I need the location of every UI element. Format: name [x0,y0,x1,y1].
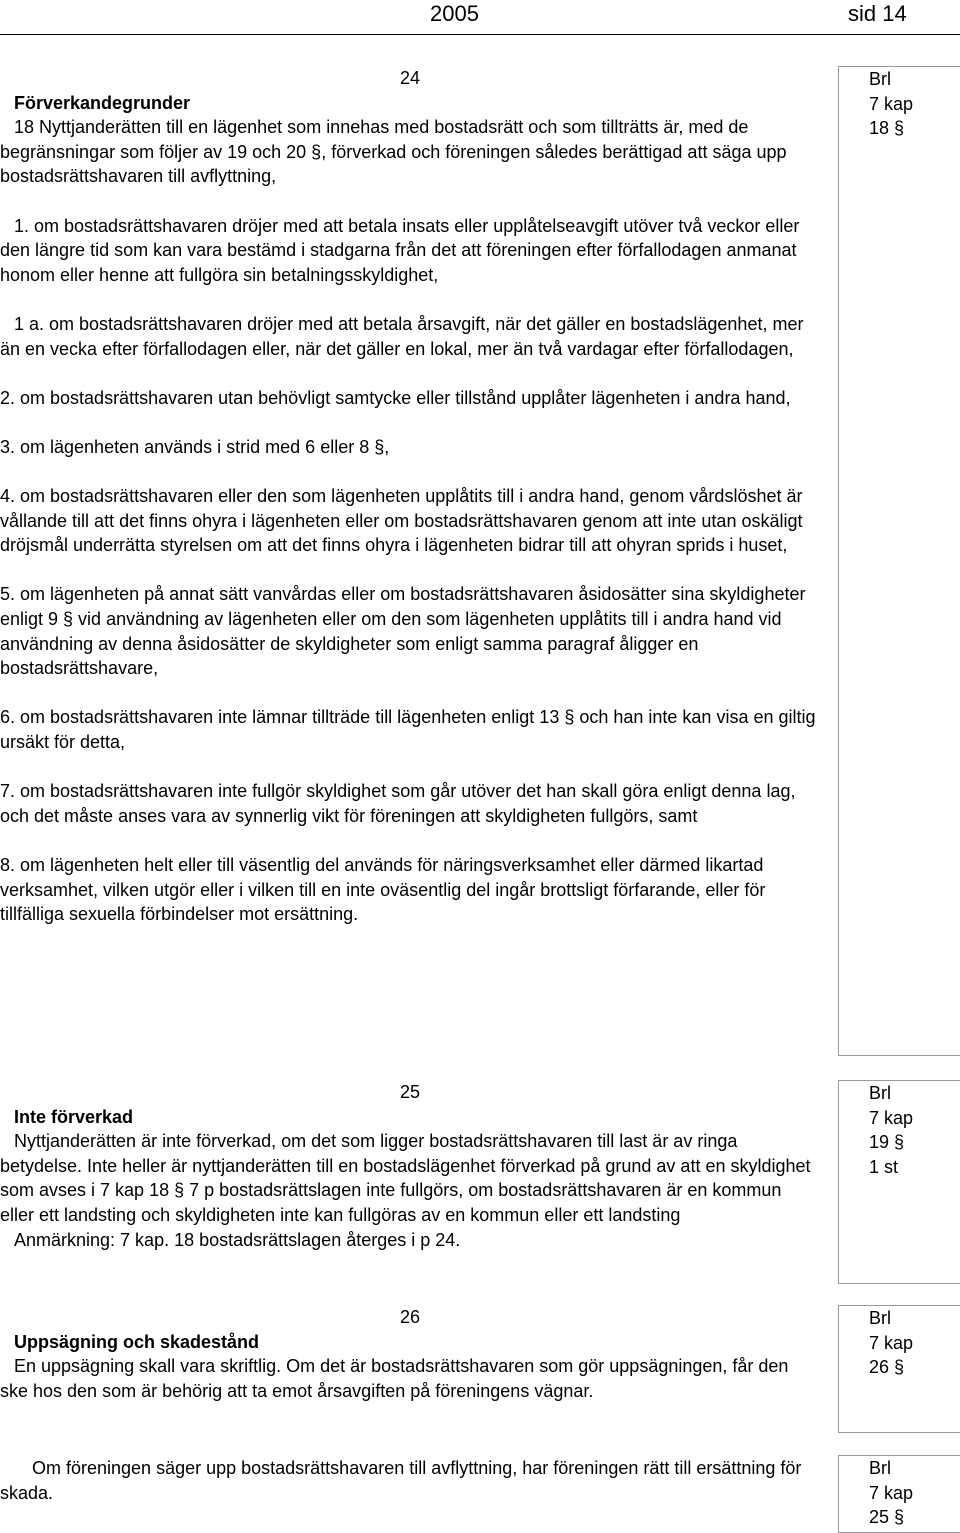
section-text-2: Om föreningen säger upp bostadsrättshavaren till avflyttning, har föreningen rätt till ersättning för skada. [0,1458,802,1503]
list-item: 3. om lägenheten används i strid med 6 eller 8 §, [0,436,390,457]
ref-line: 26 § [869,1357,905,1378]
section-number: 26 [399,1307,421,1327]
section-24 [0,66,820,927]
section-number: 25 [399,1082,421,1102]
section-note: Anmärkning: 7 kap. 18 bostadsrättslagen återges i p 24. [14,1229,461,1250]
ref-line: 7 kap [869,1107,914,1128]
list-item: 6. om bostadsrättshavaren inte lämnar tillträde till lägenheten enligt 13 § och han inte kan visa en giltig ursäkt för detta, [0,707,816,753]
ref-line: 7 kap [869,1482,914,1503]
law-reference-25 [838,1080,960,1284]
ref-line: 7 kap [869,1332,914,1353]
section-text: En uppsägning skall vara skriftlig. Om det är bostadsrättshavaren som gör uppsägningen, får den ske hos den som är behörig att ta emot årsavgiften på föreningens vägnar. [0,1356,789,1401]
list-item: 2. om bostadsrättshavaren utan behövligt samtycke eller tillstånd upplåter lägenheten i andra hand, [0,387,791,408]
list-item: 7. om bostadsrättshavaren inte fullgör skyldighet som går utöver det han skall göra enligt denna lag, och det måste anses vara av synnerlig vikt för föreningen att skyldigheten fullgörs, samt [0,781,796,826]
ref-line: Brl [869,1308,891,1328]
list-item: 5. om lägenheten på annat sätt vanvårdas eller om bostadsrättshavaren åsidosätter sina skyldigheter enligt 9 § vid användning av lägenheten eller om den som lägenheten upplåtits till i andra hand vid användning av denna åsidosätter de skyldigheter som enligt samma paragraf åligger en bostadsrättshavare, [0,584,806,679]
list-item: 4. om bostadsrättshavaren eller den som lägenheten upplåtits till i andra hand, genom vårdslöshet är vållande till att det finns ohyra i lägenheten eller om bostadsrättshavaren genom att inte utan oskäligt dröjsmål underrätta styrelsen om att det finns ohyra i lägenheten bidrar till att ohyran sprids i huset, [0,486,803,556]
section-26 [0,1305,820,1403]
ref-line: 19 § [869,1132,905,1153]
ref-line: Brl [869,1083,891,1103]
ref-line: Brl [869,69,891,89]
list-item: 8. om lägenheten helt eller till väsentlig del används för näringsverksamhet eller därmed likartad verksamhet, vilken utgör eller i vilken till en inte oväsentlig del ingår brottsligt förfarande, eller för tillfälliga sexuella förbindelser mot ersättning. [0,855,766,925]
list-item: 1. om bostadsrättshavaren dröjer med att betala insats eller upplåtelseavgift utöver två veckor eller den längre tid som kan vara bestämd i stadgarna från det att föreningen efter förfallodagen anmanat honom eller henne att fullgöra sin betalningsskyldighet, [0,215,800,285]
section-intro: 18 Nyttjanderätten till en lägenhet som innehas med bostadsrätt och som tillträtts är, med de begränsningar som följer av 19 och 20 §, förverkad och föreningen således berättigad att säga upp bostadsrättshavaren till avflyttning, [0,117,787,187]
law-reference-26 [838,1305,960,1433]
law-reference-26b [838,1455,960,1533]
section-number: 24 [399,68,421,88]
list-item: 1 a. om bostadsrättshavaren dröjer med att betala årsavgift, när det gäller en bostadslägenhet, mer än en vecka efter förfallodagen eller, när det gäller en lokal, mer än två vardagar efter förfallodagen, [0,313,804,359]
header-page-number: sid 14 [848,1,907,26]
ref-line: 25 § [869,1507,905,1528]
page-header [0,0,960,36]
section-title: Uppsägning och skadestånd [14,1331,260,1352]
ref-line: 18 § [869,118,905,139]
section-25 [0,1080,820,1252]
ref-line: 7 kap [869,93,914,114]
section-title: Inte förverkad [14,1106,134,1127]
ref-line: 1 st [869,1156,899,1177]
header-divider [0,34,960,35]
section-text: Nyttjanderätten är inte förverkad, om det som ligger bostadsrättshavaren till last är av ringa betydelse. Inte heller är nyttjanderätten till en bostadslägenhet förverkad på grund av att en skyldighet som avses i 7 kap 18 § 7 p bostadsrättslagen inte fullgörs, om bostadsrättshavaren är en kommun eller ett landsting och skyldigheten inte kan fullgöras av en kommun eller ett landsting [0,1131,811,1225]
section-title: Förverkandegrunder [14,92,191,113]
ref-line: Brl [869,1458,891,1478]
section-26-paragraph-2 [0,1456,820,1505]
law-reference-24 [838,66,960,1056]
header-year: 2005 [430,1,479,26]
